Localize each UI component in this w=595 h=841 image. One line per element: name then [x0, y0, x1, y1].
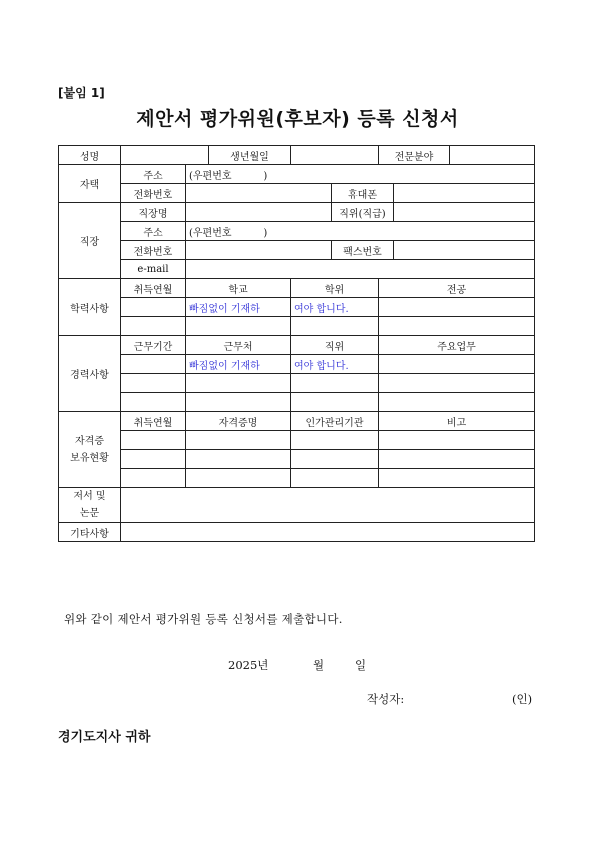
name-label: 성명: [59, 146, 121, 165]
publications-label-line1: 저서 및: [73, 491, 106, 502]
education-header-major: 전공: [379, 279, 535, 298]
work-address-label: 주소: [121, 222, 186, 241]
education-header-degree: 학위: [291, 279, 379, 298]
license-row: [59, 431, 535, 450]
license-header-name: 자격증명: [186, 412, 291, 431]
license-label: [59, 412, 121, 488]
career-label: 경력사항: [59, 336, 121, 412]
career-row: [59, 355, 535, 374]
recipient: 경기도지사 귀하: [58, 730, 151, 745]
education-row: [59, 317, 535, 336]
field-field[interactable]: [450, 146, 535, 165]
attachment-label: [붙임 1]: [58, 86, 105, 100]
home-address-field[interactable]: (우편번호 ): [186, 165, 535, 184]
company-field[interactable]: [186, 203, 332, 222]
mobile-field[interactable]: [394, 184, 535, 203]
license-row: [59, 450, 535, 469]
email-field[interactable]: [186, 260, 535, 279]
education-label: 학력사항: [59, 279, 121, 336]
work-phone-label: 전화번호: [121, 241, 186, 260]
license-label-line2: 보유현황: [70, 452, 109, 464]
fax-field[interactable]: [394, 241, 535, 260]
education-note-b[interactable]: 여야 합니다.: [291, 298, 379, 317]
publications-field[interactable]: [121, 488, 535, 523]
author-label: 작성자:: [367, 692, 405, 706]
home-label: 자택: [59, 165, 121, 203]
application-form-table: [58, 145, 535, 542]
field-label: 전문분야: [379, 146, 450, 165]
home-phone-label: 전화번호: [121, 184, 186, 203]
career-header-duties: 주요업무: [379, 336, 535, 355]
date-month: 월: [313, 658, 325, 672]
home-address-label: 주소: [121, 165, 186, 184]
work-phone-field[interactable]: [186, 241, 332, 260]
position-label: 직위(직급): [332, 203, 394, 222]
career-note-a[interactable]: 빠짐없이 기재하: [186, 355, 291, 374]
position-field[interactable]: [394, 203, 535, 222]
career-row: [59, 393, 535, 412]
other-field[interactable]: [121, 523, 535, 542]
fax-label: 팩스번호: [332, 241, 394, 260]
career-header-workplace: 근무처: [186, 336, 291, 355]
education-note-a[interactable]: 빠짐없이 기재하: [186, 298, 291, 317]
license-label-line1: 자격증: [75, 435, 104, 447]
mobile-label: 휴대폰: [332, 184, 394, 203]
birth-field[interactable]: [291, 146, 379, 165]
publications-label-line2: 논문: [79, 508, 100, 519]
career-row: [59, 374, 535, 393]
name-row: [59, 146, 535, 165]
date-day: 일: [355, 658, 367, 672]
education-row: [59, 298, 535, 317]
work-address-field[interactable]: (우편번호 ): [186, 222, 535, 241]
email-label: e-mail: [121, 260, 186, 279]
license-row: [59, 469, 535, 488]
publications-label: [59, 488, 121, 523]
license-header-authority: 인가관리기관: [291, 412, 379, 431]
career-header-position: 직위: [291, 336, 379, 355]
seal-mark: (인): [512, 692, 533, 706]
date-year: 2025년: [228, 658, 269, 672]
name-field[interactable]: [121, 146, 209, 165]
education-header-date: 취득연월: [121, 279, 186, 298]
career-note-b[interactable]: 여야 합니다.: [291, 355, 379, 374]
education-header-school: 학교: [186, 279, 291, 298]
other-label: 기타사항: [59, 523, 121, 542]
work-label: 직장: [59, 203, 121, 279]
document-title: 제안서 평가위원(후보자) 등록 신청서: [136, 108, 459, 130]
birth-label: 생년월일: [209, 146, 291, 165]
company-label: 직장명: [121, 203, 186, 222]
career-header-period: 근무기간: [121, 336, 186, 355]
declaration-text: 위와 같이 제안서 평가위원 등록 신청서를 제출합니다.: [64, 612, 343, 626]
home-phone-field[interactable]: [186, 184, 332, 203]
license-header-date: 취득연월: [121, 412, 186, 431]
license-header-remarks: 비고: [379, 412, 535, 431]
